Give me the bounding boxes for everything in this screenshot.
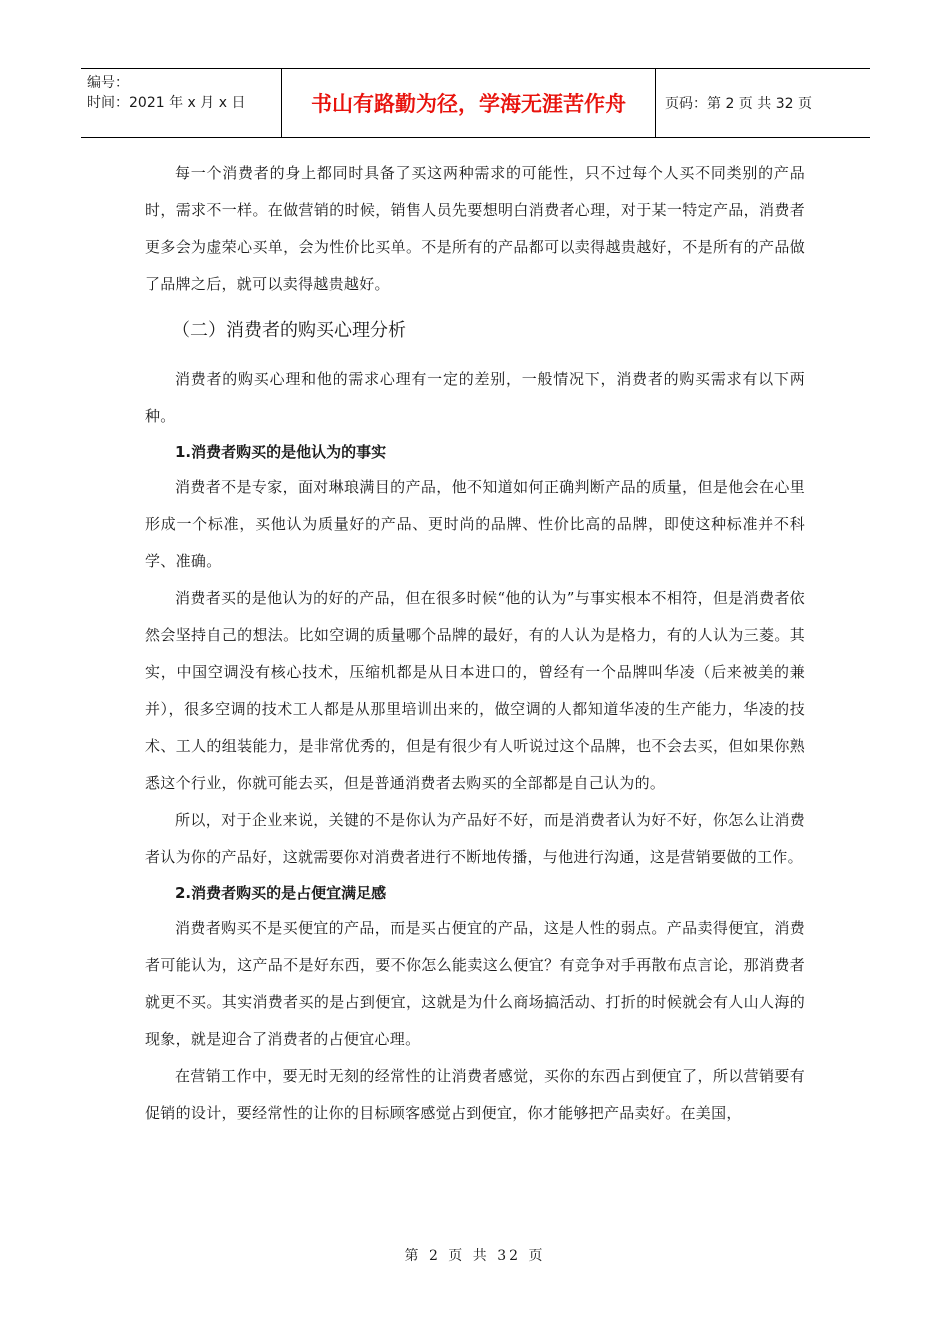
document-number-label: 编号： (87, 75, 129, 91)
document-body (145, 155, 805, 1132)
section-heading: （二）消费者的购买心理分析 (172, 320, 406, 341)
paragraph: 消费者的购买心理和他的需求心理有一定的差别，一般情况下，消费者的购买需求有以下两种。 (145, 370, 805, 425)
subsection-heading: 2.消费者购买的是占便宜满足感 (175, 884, 387, 902)
header-motto: 书山有路勤为径，学海无涯苦作舟 (282, 69, 656, 137)
paragraph: 每一个消费者的身上都同时具备了买这两种需求的可能性，只不过每个人买不同类别的产品时，需求不一样。在做营销的时候，销售人员先要想明白消费者心理，对于某一特定产品，消费者更多会为虚荣心买单，会为性价比买单。不是所有的产品都可以卖得越贵越好，不是所有的产品做了品牌之后，就可以卖得越贵越好。 (145, 164, 805, 293)
page-footer: 第 2 页 共 32 页 (404, 1248, 546, 1264)
subsection-heading: 1.消费者购买的是他认为的事实 (175, 443, 387, 461)
paragraph: 消费者不是专家，面对琳琅满目的产品，他不知道如何正确判断产品的质量，但是他会在心里形成一个标准，买他认为质量好的产品、更时尚的品牌、性价比高的品牌，即使这种标准并不科学、准确。 (145, 478, 805, 570)
paragraph: 消费者买的是他认为的好的产品，但在很多时候“他的认为”与事实根本不相符，但是消费者依然会坚持自己的想法。比如空调的质量哪个品牌的最好，有的人认为是格力，有的人认为三菱。其实，中国空调没有核心技术，压缩机都是从日本进口的，曾经有一个品牌叫华凌（后来被美的兼并），很多空调的技术工人都是从那里培训出来的，做空调的人都知道华凌的生产能力，华凌的技术、工人的组装能力，是非常优秀的，但是有很少有人听说过这个品牌，也不会去买，但如果你熟悉这个行业，你就可能去买，但是普通消费者去购买的全部都是自己认为的。 (145, 589, 805, 792)
paragraph: 在营销工作中，要无时无刻的经常性的让消费者感觉，买你的东西占到便宜了，所以营销要有促销的设计，要经常性的让你的目标顾客感觉占到便宜，你才能够把产品卖好。在美国， (145, 1067, 805, 1122)
paragraph: 消费者购买不是买便宜的产品，而是买占便宜的产品，这是人性的弱点。产品卖得便宜，消费者可能认为，这产品不是好东西，要不你怎么能卖这么便宜？有竞争对手再散布点言论，那消费者就更不买。其实消费者买的是占到便宜，这就是为什么商场搞活动、打折的时候就会有人山人海的现象，就是迎合了消费者的占便宜心理。 (145, 919, 805, 1048)
paragraph: 所以，对于企业来说，关键的不是你认为产品好不好，而是消费者认为好不好，你怎么让消费者认为你的产品好，这就需要你对消费者进行不断地传播，与他进行沟通，这是营销要做的工作。 (145, 811, 805, 866)
document-date: 时间：2021 年 x 月 x 日 (87, 95, 246, 111)
header-meta (81, 69, 282, 137)
page-header (81, 68, 870, 138)
header-page-info: 页码：第 2 页 共 32 页 (665, 96, 812, 112)
